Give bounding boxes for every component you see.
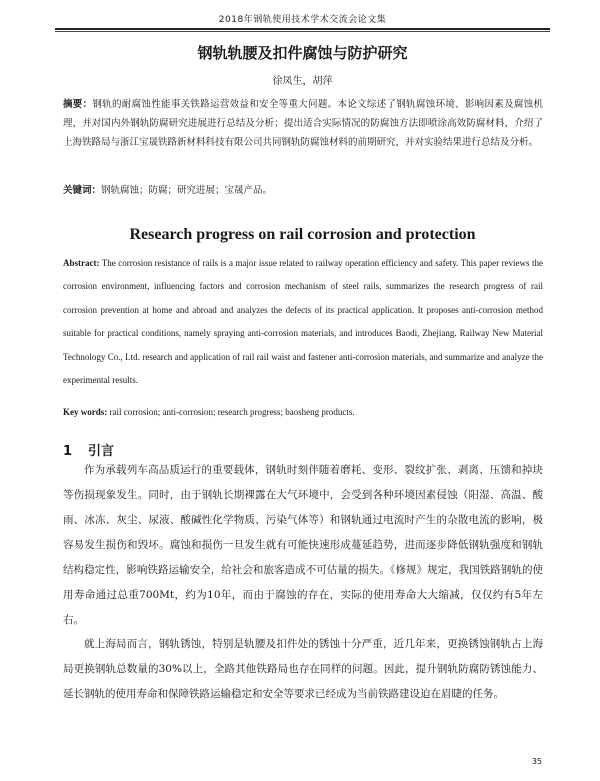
abstract-chinese-label: 摘要： [63,99,93,110]
section-number: 1 [63,444,73,459]
abstract-chinese-text: 钢轨的耐腐蚀性能事关铁路运营效益和安全等重大问题。本论文综述了钢轨腐蚀环境、影响因素及腐蚀机理，并对国内外钢轨防腐研究进展进行总结及分析；提出适合实际情况的防腐蚀方法即喷涂高效防腐材料，介绍了上海铁路局与浙江宝晟铁路新材料科技有限公司共同钢轨防腐蚀材料的前期研究，并对实验结果进行总结及分析。 [63,99,543,148]
keywords-chinese-text: 钢轨腐蚀；防腐；研究进展；宝晟产品。 [101,185,273,196]
header-rule [55,28,550,30]
body-paragraph: 就上海局而言，钢轨锈蚀，特别是轨腰及扣件处的锈蚀十分严重，近几年来，更换锈蚀钢轨占上海局更换钢轨总数量的30%以上，全路其他铁路局也存在同样的问题。因此，提升钢轨防腐防锈蚀能力、延长钢轨的使用寿命和保障铁路运输稳定和安全等要求已经成为当前铁路建设迫在眉睫的任务。 [63,638,543,700]
keywords-english [63,407,543,417]
keywords-chinese-label: 关键词： [63,185,102,196]
keywords-english-label: Key words: [63,407,108,417]
abstract-english-text: The corrosion resistance of rails is a major issue related to railway operation efficiency and safety. This paper reviews the corrosion environment, influencing factors and corrosion mechanism of steel rails, summarizes the research progress of rail corrosion prevention at home and abroad and analyzes the defects of its practical application. It proposes anti-corrosion method suitable for practical conditions, namely spraying anti-corrosion materials, and introduces Baodi, Zhejiang. Railway New Material Technology Co., Ltd. research and application of rail rail waist and fastener anti-corrosion materials, and summarize and analyze the experimental results. [63,258,543,386]
keywords-chinese [63,182,543,196]
authors: 徐凤生，胡萍 [272,76,333,87]
running-header: 2018年钢轨使用技术学术交流会论文集 [218,15,387,25]
section-title: 引言 [88,444,115,459]
keywords-english-text: rail corrosion; anti-corrosion; research progress; baosheng products. [107,407,355,417]
paper-title-chinese: 钢轨轨腰及扣件腐蚀与防护研究 [197,44,408,62]
header-rule-thin [55,31,550,32]
page-number: 35 [531,757,542,766]
abstract-chinese [63,95,543,152]
section-heading [63,440,130,459]
body-paragraph: 作为承载列车高品质运行的重要载体，钢轨时刻伴随着磨耗、变形、裂纹扩张、剥离、压馈和掉块等伤损现象发生。同时，由于钢轨长期裸露在大气环境中，会受到各种环境因素侵蚀（阳湿、高温、酸雨、冰冻、灰尘、尿液、酸碱性化学物质、污染气体等）和钢轨通过电流时产生的杂散电流的影响，极容易发生损伤和毁坏。腐蚀和损伤一旦发生就有可能快速形成蔓延趋势，进而逐步降低钢轨强度和钢轨结构稳定性，影响铁路运输安全，给社会和旅客造成不可估量的损失。《修规》规定，我国铁路钢轨的使用寿命通过总重700Mt，约为10年，而由于腐蚀的存在，实际的使用寿命大大缩减，仅仅约有5年左右。 [63,464,543,626]
abstract-english [63,252,543,392]
paper-title-english: Research progress on rail corrosion and protection [129,226,476,243]
abstract-english-label: Abstract: [63,258,100,268]
